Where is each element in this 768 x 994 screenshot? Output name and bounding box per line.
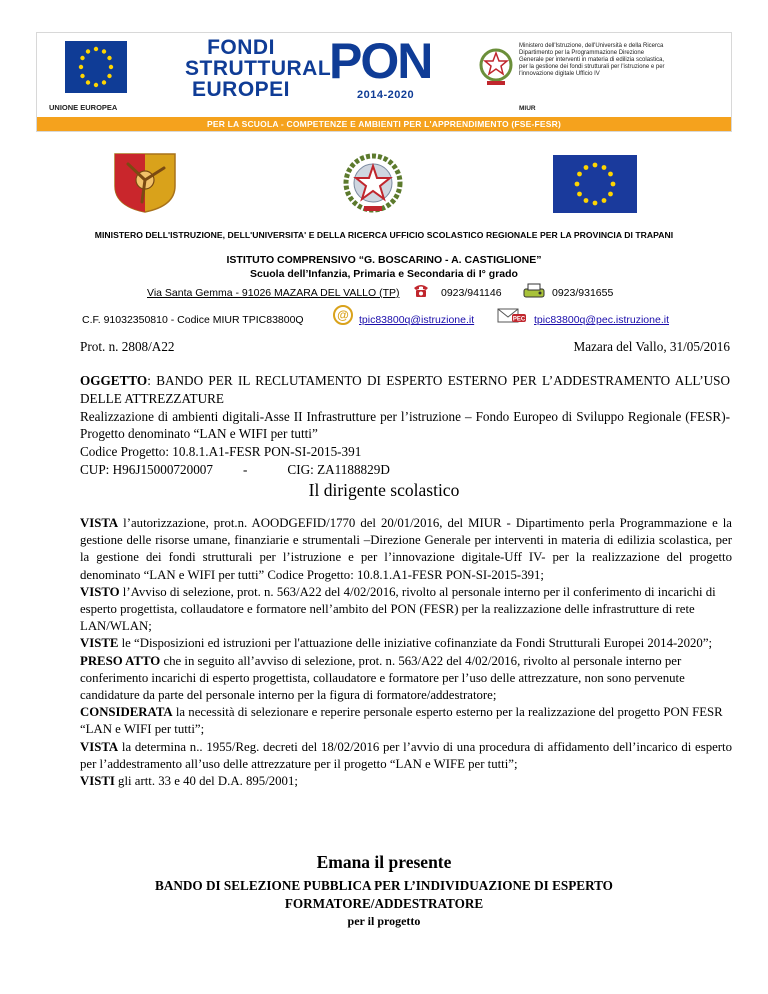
bando-title-line2: FORMATORE/ADDESTRATORE [284,896,484,911]
eu-flag-right-icon [553,155,637,213]
eu-flag-icon [65,41,127,93]
subject-title: OGGETTO: BANDO PER IL RECLUTAMENTO DI ESPERTO ESTERNO PER L’ADDESTRAMENTO ALL’USO DELLE ATTREZZATURE [80,373,730,406]
address: Via Santa Gemma - 91026 MAZARA DEL VALLO (TP) [147,287,400,299]
pec-link[interactable]: tpic83800q@pec.istruzione.it [534,314,669,326]
place-date: Mazara del Vallo, 31/05/2016 [573,339,730,354]
cup-cig-line: CUP: H96J15000720007 - CIG: ZA1188829D [80,461,390,477]
miur-description: Ministero dell'Istruzione, dell'Università e della Ricerca Dipartimento per la Programmazione Direzione Generale per interventi in materia di edilizia scolastica, per la gestione dei fondi strutturali per l'istruzione e per l'innovazione digitale Ufficio IV [519,43,665,77]
recital-7: VISTI gli artt. 33 e 40 del D.A. 895/2001; [80,774,298,789]
pon-logo: PON [329,33,432,89]
pon-years: 2014-2020 [357,89,415,101]
miur-label: MIUR [519,105,536,112]
fax-icon [522,283,546,302]
recital-1: VISTA l’autorizzazione, prot.n. AOODGEFID/1770 del 20/01/2016, del MIUR - Dipartimento perla Programmazione e la gestione delle risorse umane, finanziarie e strumentali –Direzione Generale per interventi in materia di edilizia scolastica, per la gestione dei fondi strutturali per l’istruzione e per l’innovazione digitale-Uff IV- per la realizzazione del progetto denominato “LAN e WIFI per tutti” Codice Progetto: 10.8.1.A1-FESR PON-SI-2015-391; [80,516,732,582]
fondi-logo: FONDI STRUTTURALI EUROPEI [185,36,338,101]
emana-heading: Emana il presente [316,852,452,872]
pon-banner [36,32,732,132]
protocol-number: Prot. n. 2808/A22 [80,339,175,354]
svg-text:@: @ [337,308,349,322]
school-name: ISTITUTO COMPRENSIVO “G. BOSCARINO - A. CASTIGLIONE” [226,254,542,266]
banner-strip: PER LA SCUOLA - COMPETENZE E AMBIENTI PER L'APPRENDIMENTO (FSE-FESR) [37,117,731,131]
pec-icon [497,306,527,327]
recitals-block [80,515,732,790]
recital-5: CONSIDERATA la necessità di selezionare e reperire personale esperto esterno per la realizzazione del progetto PON FESR “LAN e WIFI per tutti”; [80,705,723,737]
sicily-region-logo [110,150,180,214]
recital-6: VISTA la determina n.. 1955/Reg. decreti del 18/02/2016 per l’avvio di una procedura di affidamento dell’incarico di esperto per l’addestramento all’uso delle attrezzature per il progetto “LAN e WIFE per tutti”; [80,739,732,771]
subject-block [80,372,730,479]
ministry-heading: MINISTERO DELL'ISTRUZIONE, DELL'UNIVERSITA' E DELLA RICERCA UFFICIO SCOLASTICO REGIONALE PER LA PROVINCIA DI TRAPANI [94,230,674,240]
school-type: Scuola dell’Infanzia, Primaria e Secondaria di I° grado [250,268,518,280]
fax-number: 0923/931655 [552,287,614,299]
project-code: Codice Progetto: 10.8.1.A1-FESR PON-SI-2015-391 [80,444,362,460]
phone-icon [412,282,430,301]
subject-line1: Realizzazione di ambienti digitali-Asse II Infrastrutture per l’istruzione – Fondo Europeo di Sviluppo Regionale (FESR)- Progetto denominato “LAN e WIFI per tutti” [80,408,730,442]
recital-2: VISTO l’Avviso di selezione, prot. n. 563/A22 del 4/02/2016, rivolto al personale interno per il conferimento di incarichi di esperto progettista, collaudatore e formatore nell’ambito del PON (FESR) per la realizzazione delle infrastrutture di rete LAN/WLAN; [80,584,716,634]
recital-3: VISTE le “Disposizioni ed istruzioni per l'attuazione delle iniziative cofinanziate da Fondi Strutturali Europei 2014-2020”; [80,636,713,651]
eu-label: UNIONE EUROPEA [49,103,118,112]
italian-republic-emblem-icon [340,150,406,216]
tax-code: C.F. 91032350810 - Codice MIUR TPIC83800Q [82,314,304,326]
email-link[interactable]: tpic83800q@istruzione.it [359,314,475,326]
phone-number: 0923/941146 [441,287,502,299]
bando-title-line1: BANDO DI SELEZIONE PUBBLICA PER L’INDIVIDUAZIONE DI ESPERTO [155,878,613,893]
email-icon [332,304,354,329]
italy-emblem-icon [477,45,515,89]
bando-title-line3: per il progetto [347,914,421,928]
svg-text:PEC: PEC [512,316,526,323]
dirigente-heading: Il dirigente scolastico [308,480,460,500]
recital-4: PRESO ATTO che in seguito all’avviso di selezione, prot. n. 563/A22 del 4/02/2016, rivolto al personale interno per conferimento incarichi di esperto progettista, collaudatore e formatore per l’uso delle attrezzature, non sono pervenute candidature da parte del personale interno per la figura di formatore/addestratore; [80,653,685,703]
